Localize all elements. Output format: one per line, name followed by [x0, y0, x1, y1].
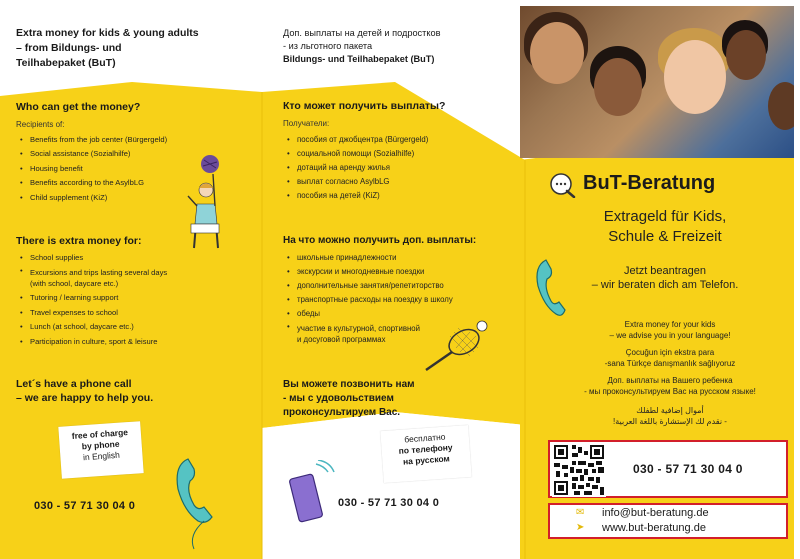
list-item: • School supplies — [18, 251, 228, 265]
logo-text: BuT-Beratung — [583, 172, 716, 194]
en-phone-number[interactable]: 030 - 57 71 30 04 0 — [34, 500, 136, 512]
telephone-handset-icon — [168, 455, 218, 551]
children-photo — [520, 6, 794, 158]
ru-free-note: бесплатно по телефону на русском — [380, 425, 471, 483]
en-who-heading: Who can get the money? — [16, 101, 141, 113]
ru-title: Доп. выплаты на детей и подростков - из льготного пакета Bildungs- und Teilhabepaket (BuT) — [283, 28, 441, 64]
list-item: • транспортные расходы на поездку в школу — [285, 293, 500, 307]
cover-phone-number[interactable]: 030 - 57 71 30 04 0 — [633, 462, 743, 476]
list-item: • социальной помощи (Sozialhilfe) — [285, 147, 495, 161]
list-item: • участие в культурной, спортивной и досуговой программах — [285, 321, 500, 345]
list-item: • школьные принадлежности — [285, 251, 500, 265]
list-item: • Child supplement (KiZ) — [18, 191, 208, 205]
list-item: • Tutoring / learning support — [18, 291, 228, 305]
list-item: • Travel expenses to school — [18, 306, 228, 320]
arabic-offer-text: أموال إضافية لطفلك - نقدم لك الإستشارة باللغة العربية! — [613, 406, 727, 426]
list-item: • выплат согласно AsylbLG — [285, 175, 495, 189]
tennis-racket-illustration — [420, 318, 490, 374]
en-extra-money-list — [18, 251, 228, 349]
website-link[interactable]: www.but-beratung.de — [602, 522, 706, 534]
cover-tagline: Extrageld für Kids, Schule & Freizeit — [603, 208, 727, 245]
list-item: • Social assistance (Sozialhilfe) — [18, 147, 208, 161]
list-item: • Participation in culture, sport & leisure — [18, 335, 228, 349]
list-item: • дополнительные занятия/репетиторство — [285, 279, 500, 293]
list-item: • экскурсии и многодневные поездки — [285, 265, 500, 279]
en-extra-money-heading: There is extra money for: — [16, 235, 142, 247]
apply-now-text: Jetzt beantragen – wir beraten dich am Telefon. — [591, 265, 739, 291]
ru-phone-call-heading: Вы можете позвонить нам - мы с удовольствием проконсультируем Вас. — [283, 379, 415, 418]
email-link[interactable]: info@but-beratung.de — [602, 507, 709, 519]
en-phone-call-heading: Let´s have a phone call – we are happy to help you. — [16, 378, 154, 404]
turkish-offer-text: Çocuğun için ekstra para -sana Türkçe danışmanlık sağlıyoruz — [604, 348, 736, 368]
speech-bubble-icon — [547, 172, 577, 198]
envelope-icon: ✉ — [576, 507, 585, 518]
en-recipients-label: Recipients of: — [16, 120, 65, 129]
child-with-ball-illustration — [180, 152, 230, 254]
list-item: • Benefits according to the AsylbLG — [18, 176, 208, 190]
ru-phone-number[interactable]: 030 - 57 71 30 04 0 — [338, 497, 440, 509]
list-item: • пособия от джобцентра (Bürgergeld) — [285, 133, 495, 147]
qr-code[interactable] — [552, 443, 606, 497]
en-title: Extra money for kids & young adults – from Bildungs- und Teilhabepaket (BuT) — [16, 27, 199, 69]
russian-offer-text: Доп. выплаты на Вашего ребенка - мы проконсультируем Вас на русском языке! — [584, 376, 756, 396]
list-item: • Excursions and trips lasting several days (with school, daycare etc.) — [18, 265, 228, 291]
list-item: • Housing benefit — [18, 162, 208, 176]
list-item: • Lunch (at school, daycare etc.) — [18, 320, 228, 334]
cursor-icon: ➤ — [576, 522, 585, 533]
english-offer-text: Extra money for your kids – we advise you in your language! — [609, 320, 731, 340]
but-beratung-logo — [545, 170, 785, 202]
en-free-note: free of charge by phone in English — [58, 421, 143, 479]
ru-extra-money-heading: На что можно получить доп. выплаты: — [283, 235, 477, 246]
list-item: • дотаций на аренду жилья — [285, 161, 495, 175]
ru-recipients-list — [285, 133, 495, 203]
ru-who-heading: Кто может получить выплаты? — [283, 100, 446, 112]
mobile-phone-icon — [288, 460, 342, 530]
list-item: • обеды — [285, 307, 500, 321]
ru-recipients-label: Получатели: — [283, 119, 330, 128]
list-item: • Benefits from the job center (Bürgergeld) — [18, 133, 208, 147]
list-item: • пособия на детей (KiZ) — [285, 189, 495, 203]
